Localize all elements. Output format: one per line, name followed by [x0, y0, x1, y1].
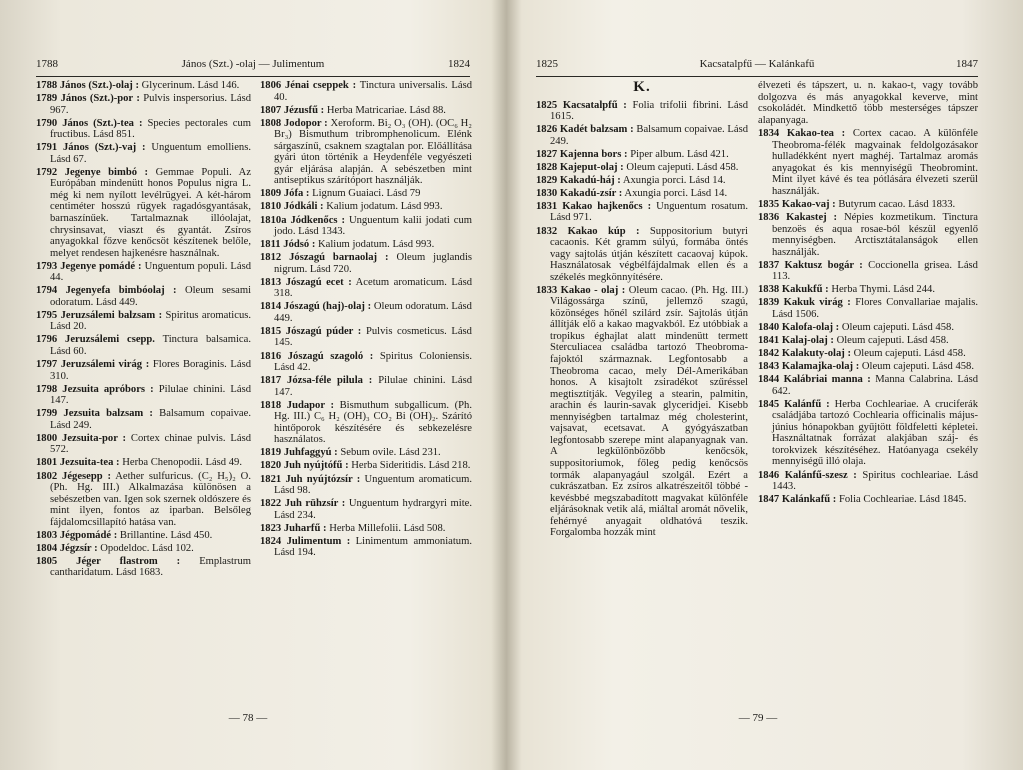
entry-definition: Oleum sesami odoratum. Lásd 449.: [50, 285, 252, 308]
dictionary-entry: [260, 326, 472, 349]
entry-definition: Unguentum rosatum. Lásd 971.: [550, 200, 748, 224]
entry-number: 1792: [36, 166, 58, 178]
entry-number: 1833: [536, 284, 558, 296]
entry-headword: Juh nyújtófű :: [283, 460, 349, 472]
entry-definition: Opodeldoc. Lásd 102.: [100, 542, 194, 554]
entry-headword: Jégesepp :: [62, 470, 111, 482]
entry-headword: Jodopor :: [283, 117, 328, 129]
entry-definition: Oleum cajeputi. Lásd 458.: [836, 334, 949, 346]
entry-number: 1824: [260, 535, 282, 547]
entry-definition: Brillantine. Lásd 450.: [119, 529, 213, 541]
entry-number: 1800: [36, 432, 58, 444]
dictionary-entry: [260, 118, 472, 187]
page-number: — 78 —: [228, 712, 268, 724]
dictionary-entry: [758, 399, 978, 468]
entry-number: 1795: [36, 309, 58, 321]
entry-definition: Aether sulfuricus. (C₂ H₅)₂ O. (Ph. Hg. III.) Alkalmazása különösen a sebészetben van. Igen sok szernek oldószere és mint ilyen, fontos az iparban. Belsőleg fájdalomcsillapító hatása van.: [50, 470, 251, 528]
entry-headword: Jezsuita apróbors :: [62, 383, 154, 395]
entry-number: 1788: [36, 80, 58, 91]
dictionary-entry: [36, 167, 251, 259]
entry-definition: Tinctura balsamica. Lásd 60.: [50, 334, 251, 358]
dictionary-entry: [36, 384, 251, 407]
entry-headword: Kalánfű :: [784, 398, 830, 410]
entry-definition: Butyrum cacao. Lásd 1833.: [838, 198, 956, 210]
entry-definition: Pilulae chinini. Lásd 147.: [50, 383, 251, 407]
dictionary-entry: [260, 80, 472, 103]
header-title: Kacsatalpfű — Kalánkafű: [699, 58, 815, 70]
entry-number: 1804: [36, 542, 58, 554]
entry-headword: Jezsuita balzsam :: [63, 408, 153, 420]
entry-number: 1798: [36, 383, 58, 395]
dictionary-entry: [536, 285, 748, 539]
dictionary-entry: [758, 348, 978, 360]
entry-definition: Sebum ovile. Lásd 231.: [340, 447, 441, 459]
entry-number: 1817: [260, 375, 282, 387]
entry-definition: Herba Cochleariae. A cruciferák családjába tartozó Cochlearia officinalis május-június hónapokban gyűjtött földfeletti képletei. Használtatnak forrázat alakjában száj- és torokvizek készítéséhez. Hatóanyaga csekély mennyiségű illó olaja.: [772, 398, 979, 468]
dictionary-entry: [36, 261, 251, 284]
entry-headword: Jegenyefa bimbóolaj :: [65, 285, 177, 297]
dictionary-entry: [260, 215, 472, 238]
entry-number: 1826: [536, 124, 558, 136]
entry-headword: Jószagú szagoló :: [287, 350, 374, 362]
entry-definition: Herba Chenopodii. Lásd 49.: [122, 457, 242, 469]
entry-number: 1828: [536, 161, 558, 173]
entry-headword: Jószagú púder :: [285, 325, 362, 337]
entry-definition: Spiritus aromaticus. Lásd 20.: [50, 309, 252, 333]
dictionary-entry: [260, 351, 472, 374]
entry-number: 1801: [36, 457, 58, 469]
dictionary-entry: [260, 105, 472, 117]
entry-definition: Spiritus Coloniensis. Lásd 42.: [274, 350, 473, 374]
dictionary-entry: [36, 93, 251, 116]
entry-definition: Cortex chinae pulvis. Lásd 572.: [50, 432, 251, 456]
entry-definition: Oleum juglandis nigrum. Lásd 720.: [274, 252, 473, 275]
entry-headword: Kalamajka-olaj :: [781, 361, 860, 373]
dictionary-entry: [36, 80, 251, 92]
header-rule: [536, 76, 978, 77]
entry-number: 1846: [758, 469, 780, 481]
dictionary-entry: [260, 523, 472, 535]
entry-definition: Spiritus cochleariae. Lásd 1443.: [772, 469, 978, 493]
dictionary-entry: [536, 188, 748, 200]
entry-headword: Jódsó :: [283, 239, 316, 251]
dictionary-entry: [758, 128, 978, 197]
section-letter: K.: [633, 79, 651, 95]
entry-headword: Kadét balzsam :: [559, 124, 634, 136]
dictionary-entry: [758, 374, 978, 397]
entry-definition: Népies kozmetikum. Tinctura benzoës és aqua rosae-ból készül egyenlő mennyiségben. Arctisztátalanságok ellen használják.: [772, 212, 979, 258]
entry-definition: Oleum cajeputi. Lásd 458.: [626, 161, 739, 173]
entry-headword: Jézusfű :: [283, 104, 325, 116]
entry-headword: Kacsatalpfű :: [562, 99, 627, 111]
entry-definition: Balsamum copaivae. Lásd 249.: [550, 124, 749, 147]
dictionary-entry: [536, 175, 748, 187]
entry-headword: Jeruzsálemi balzsam :: [60, 309, 163, 321]
entry-definition: Herba Thymi. Lásd 244.: [831, 284, 935, 296]
entry-headword: Kaktusz bogár :: [784, 259, 863, 271]
dictionary-entry: [36, 543, 251, 555]
entry-definition: Gemmae Populi. Az Európában mindenütt honos Populus nigra L. még ki nem nyílott levélrügyei. A két-három centiméter hosszú rügyek ragadósgyantásak, barnaszínűek. Tartalmaznak illóolajat, chrysinsavat, viaszt és gyantát. Zsíros anyagokkal főzve kenőcsöt készítenek belőle, melyet rendesen hajkenésre használnak.: [50, 166, 252, 259]
entry-definition: Suppositorium butyri cacaonis. Két gramm súlyú, formába öntés vagy sajtolás útján készített cacaovaj kúpok. Használatosak végbélfájdalmak ellen és a székelés megkönnyítésére.: [550, 225, 748, 283]
dictionary-entry: [758, 199, 978, 211]
entry-number: 1823: [260, 522, 282, 534]
page-number: — 79 —: [738, 712, 778, 724]
entry-definition: Glycerinum. Lásd 146.: [141, 80, 240, 91]
dictionary-entry: [758, 212, 978, 258]
entry-definition: Kalium jodatum. Lásd 993.: [318, 239, 435, 251]
entry-number: 1834: [758, 128, 780, 140]
entry-number: 1820: [260, 460, 282, 472]
dictionary-entry: [758, 470, 978, 493]
entry-headword: Jószagú ecet :: [285, 276, 352, 288]
entry-number: 1839: [758, 297, 780, 309]
entry-headword: Juhfaggyú :: [283, 447, 338, 459]
dictionary-entry: [36, 142, 251, 165]
entry-definition: Herba Sideritidis. Lásd 218.: [351, 460, 471, 472]
dictionary-entry: [36, 471, 251, 529]
entries-column-2: [758, 80, 978, 507]
dictionary-entry: [260, 375, 472, 398]
dictionary-entry: [36, 433, 251, 456]
entry-number: 1812: [260, 252, 282, 264]
entry-definition: Unguentum emolliens. Lásd 67.: [50, 142, 251, 165]
entry-headword: Kalakuty-olaj :: [781, 348, 851, 360]
entry-number: 1806: [260, 80, 282, 91]
dictionary-entry: [260, 277, 472, 300]
entry-number: 1821: [260, 473, 282, 485]
entry-number: 1835: [758, 198, 780, 210]
header-title: János (Szt.) -olaj — Julimentum: [181, 58, 325, 70]
entry-definition: Xeroform. Bi₂ O₃ (OH). (OC₆ H₂ Br₃) Bismuthum tribromphenolicum. Elénk sárgaszínű, csaknem szagtalan por. Előállítása gyári úton történik a Heydenféle vegyészeti gyár eljárása alapján. A sebészetben mint antiseptikus szárítóport használják.: [274, 117, 472, 187]
entry-number: 1832: [536, 225, 558, 237]
dictionary-entry: [536, 124, 748, 147]
entry-headword: Kakastej :: [786, 212, 838, 224]
entry-number: 1825: [536, 99, 558, 111]
entry-headword: Kakuk virág :: [783, 297, 851, 309]
entry-headword: Józsa-féle pilula :: [287, 375, 373, 387]
dictionary-entry: [536, 201, 748, 224]
entry-headword: Jezsuita-por :: [62, 432, 127, 444]
entry-number: 1799: [36, 408, 58, 420]
dictionary-entry: [758, 284, 978, 296]
entry-headword: Jófa :: [283, 188, 310, 200]
entry-headword: Kalánfű-szesz :: [784, 469, 857, 481]
entries-column-1: [36, 80, 251, 580]
entry-headword: Kalábriai manna :: [783, 374, 871, 386]
entry-number: 1810a: [260, 214, 287, 226]
entry-headword: Jószagú barnaolaj :: [289, 252, 389, 264]
dictionary-entry: [260, 188, 472, 200]
entry-number: 1842: [758, 348, 780, 360]
dictionary-entry: [758, 297, 978, 320]
entry-headword: Kakadú-zsír :: [559, 187, 623, 199]
dictionary-entry: [36, 310, 251, 333]
entry-number: 1790: [36, 117, 58, 129]
entry-definition: Oleum cajeputi. Lásd 458.: [841, 321, 954, 333]
entry-definition: Bismuthum subgallicum. (Ph. Hg. III.) C₆ H₂ (OH)₃ CO₂ Bi (OH)₂. Szárító hintőporok készítésére és sebkezelésre használatos.: [274, 399, 472, 446]
entry-definition: Folia Cochleariae. Lásd 1845.: [838, 494, 967, 506]
dictionary-entry: [36, 530, 251, 542]
entry-headword: Jegenye pomádé :: [60, 260, 142, 272]
entry-number: 1838: [758, 284, 780, 296]
entry-number: 1836: [758, 212, 780, 224]
entry-definition: Pilulae chinini. Lásd 147.: [274, 375, 472, 398]
entries-column-1: [536, 80, 748, 540]
header-range-end: 1824: [448, 58, 470, 70]
entry-headword: Juh rühzsír :: [284, 498, 346, 510]
entry-number: 1796: [36, 334, 58, 346]
entries-column-2: [260, 80, 472, 560]
entry-definition: Pulvis cosmeticus. Lásd 145.: [274, 325, 472, 349]
entry-number: 1810: [260, 201, 282, 213]
running-header: [536, 58, 978, 74]
dictionary-entry: [36, 408, 251, 431]
entry-headword: Kakao-vaj :: [781, 198, 836, 210]
entry-headword: Jéger flastrom :: [76, 555, 181, 567]
entry-headword: Kakao-tea :: [786, 128, 846, 140]
entry-headword: Kajeput-olaj :: [559, 161, 624, 173]
entry-definition: Oleum cajeputi. Lásd 458.: [853, 348, 966, 360]
entry-number: 1829: [536, 174, 558, 186]
entry-headword: Kalaj-olaj :: [781, 334, 834, 346]
entry-definition: Axungia porci. Lásd 14.: [624, 187, 728, 199]
entry-headword: Kakukfű :: [781, 284, 829, 296]
entry-headword: Kajenna bors :: [559, 148, 628, 160]
entry-definition: Emplastrum cantharidatum. Lásd 1683.: [50, 555, 251, 579]
entry-number: 1807: [260, 104, 282, 116]
entry-number: 1803: [36, 529, 58, 541]
dictionary-entry: [260, 536, 472, 559]
entry-headword: János (Szt.)-tea :: [62, 117, 143, 129]
entry-number: 1840: [758, 321, 780, 333]
dictionary-entry: [758, 335, 978, 347]
entry-number: 1808: [260, 117, 282, 129]
entry-number: 1818: [260, 399, 282, 411]
entry-definition: Piper album. Lásd 421.: [630, 148, 729, 160]
dictionary-entry: [36, 285, 251, 308]
entry-number: 1789: [36, 93, 58, 105]
entry-number: 1811: [260, 239, 281, 251]
dictionary-entry: [536, 162, 748, 174]
entry-number: 1831: [536, 200, 558, 212]
dictionary-entry: [758, 494, 978, 506]
entry-definition: Balsamum copaivae. Lásd 249.: [50, 408, 251, 431]
right-page: [522, 0, 992, 770]
entry-definition: Species pectorales cum fructibus. Lásd 851.: [50, 117, 251, 141]
entry-headword: Jeruzsálemi virág :: [60, 359, 150, 371]
entry-number: 1805: [36, 555, 58, 567]
dictionary-entry: [260, 447, 472, 459]
entry-definition: Unguentum populi. Lásd 44.: [50, 260, 252, 284]
left-page: [22, 0, 484, 770]
entry-number: 1809: [260, 188, 282, 200]
entry-number: 1847: [758, 494, 780, 506]
entry-definition: Flores Convallariae majalis. Lásd 1506.: [772, 297, 979, 320]
entry-number: 1802: [36, 470, 58, 482]
entry-number: 1841: [758, 334, 780, 346]
entry-number: 1793: [36, 260, 58, 272]
header-range-start: 1825: [536, 58, 558, 70]
dictionary-entry: [36, 556, 251, 579]
entry-definition: Lignum Guaiaci. Lásd 79: [312, 188, 421, 200]
dictionary-entry: [260, 201, 472, 213]
entry-number: 1822: [260, 498, 282, 510]
dictionary-entry: [36, 457, 251, 469]
entry-headword: Jeruzsálemi csepp.: [65, 334, 155, 346]
entry-number: 1816: [260, 350, 282, 362]
entry-definition: Unguentum kalii jodati cum jodo. Lásd 1343.: [274, 214, 472, 238]
entry-definition: Cortex cacao. A különféle Theobroma-félék magvainak feldolgozásakor hulladékként nyert maghéj. Tartalmaz aromás anyagokat és kis mennyiségű Theobromint. Mint ilyet kávé és tea pótlására élvezeti szerül használják.: [772, 128, 978, 197]
entry-headword: János (Szt.)-olaj :: [59, 80, 139, 91]
entry-definition: Herba Millefolii. Lásd 508.: [329, 522, 446, 534]
entry-headword: Jószagú (haj)-olaj :: [283, 301, 372, 313]
entry-headword: János (Szt.)-por :: [60, 93, 140, 105]
entry-headword: Jódkenőcs :: [290, 214, 345, 226]
header-range-start: 1788: [36, 58, 58, 70]
entry-headword: Kakao kúp :: [567, 225, 640, 237]
dictionary-entry: [758, 361, 978, 373]
dictionary-entry: [260, 400, 472, 446]
dictionary-entry: [36, 334, 251, 357]
entry-definition: Axungia porci. Lásd 14.: [622, 174, 726, 186]
entry-definition: Kalium jodatum. Lásd 993.: [326, 201, 443, 213]
dictionary-entry: [260, 252, 472, 275]
entry-number: 1827: [536, 148, 558, 160]
entry-number: 1791: [36, 142, 58, 154]
entry-definition: Unguentum hydrargyri mite. Lásd 234.: [274, 498, 473, 521]
entry-definition: Coccionella grisea. Lásd 113.: [772, 259, 978, 283]
entry-headword: Kakao - olaj :: [560, 284, 626, 296]
entry-headword: Jégpomádé :: [59, 529, 118, 541]
dictionary-entry: [758, 322, 978, 334]
entry-definition: Flores Boraginis. Lásd 310.: [50, 359, 252, 382]
dictionary-entry: [36, 118, 251, 141]
entry-definition: Unguentum aromaticum. Lásd 98.: [274, 473, 473, 497]
entry-definition: Oleum odoratum. Lásd 449.: [274, 301, 472, 324]
entry-definition: Manna Calabrina. Lásd 642.: [772, 374, 978, 397]
entry-number: 1843: [758, 361, 780, 373]
dictionary-entry: [536, 149, 748, 161]
entry-headword: János (Szt.)-vaj :: [63, 142, 146, 154]
entry-headword: Jénai cseppek :: [284, 80, 357, 91]
dictionary-entry: [536, 226, 748, 284]
running-header: [36, 58, 470, 74]
entry-number: 1819: [260, 447, 282, 459]
entry-definition: Linimentum ammoniatum. Lásd 194.: [274, 535, 472, 559]
entry-headword: Jégzsír :: [59, 542, 98, 554]
entry-definition: Oleum cacao. (Ph. Hg. III.) Világossárga színű, jellemző szagú, közönséges hőnél szilárd zsír. Sajtolás útján állítják elő a kakao magvakból. Ez utóbbiak a tropikus éghajlat alatt mindenütt termett Sterculiacea családba tartozó Theobroma-fajoktól származnak. Legfontosabb a Theobroma cacao, mely Dél-Amerikában honos. A kisajtolt zsiradékot szűréssel megtisztítják. Vegyileg a stearin, palmitin, arachin és laurin-savak glyceridjei. Kisebb mennyiségben tartalmaz még cholesterint, vajsavat, ecetsavat. A gyógyászatban legfontosabb szerepe mint alapanyagnak van. A legkülönbözőbb kenőcsök, suppositoriumok, főleg pedig kenőcsös tormák alapanyagául szolgál. Ezért a cukrászatban. Ez zsíros alkatrészeitől többé - kevésbbé megszabadított magvakat különféle eljárásoknak vetik alá, miáltal aromát nővelik, fehérnyé anyagait oldhatóvá teszik. Forgalomba hozzák mint: [550, 284, 748, 539]
dictionary-entry: [260, 460, 472, 472]
entry-headword: Julimentum :: [286, 535, 351, 547]
entry-number: 1815: [260, 325, 282, 337]
entry-number: 1845: [758, 398, 780, 410]
dictionary-entry: [260, 301, 472, 324]
entry-number: 1844: [758, 374, 780, 386]
entry-headword: Judapor :: [286, 399, 334, 411]
entry-headword: Juharfű :: [283, 522, 327, 534]
dictionary-entry: [260, 474, 472, 497]
entry-headword: Kalánkafű :: [781, 494, 837, 506]
continued-text: élvezeti és tápszert, u. n. kakao-t, vagy tovább dolgozva és más anyagokkal keverve, mint csokoládét. Mindkettő több mesterséges tápszer alapanyaga.: [758, 80, 978, 126]
entry-headword: Kakadú-háj :: [559, 174, 621, 186]
entry-definition: Tinctura universalis. Lásd 40.: [274, 80, 472, 103]
entry-number: 1794: [36, 285, 58, 297]
entry-definition: Oleum cajeputi. Lásd 458.: [861, 361, 974, 373]
dictionary-entry: [36, 359, 251, 382]
entry-definition: Folia trifolii fibrini. Lásd 1615.: [550, 99, 749, 123]
entry-number: 1830: [536, 187, 558, 199]
entry-headword: Jódkáli :: [283, 201, 324, 213]
dictionary-entry: [260, 239, 472, 251]
entry-number: 1814: [260, 301, 282, 313]
entry-headword: Kakao hajkenőcs :: [562, 200, 652, 212]
entry-definition: Acetum aromaticum. Lásd 318.: [274, 276, 472, 300]
entry-number: 1813: [260, 276, 282, 288]
dictionary-entry: [758, 260, 978, 283]
entry-headword: Kalofa-olaj :: [781, 321, 840, 333]
dictionary-entry: [536, 100, 748, 123]
entry-headword: Jegenye bimbó :: [64, 166, 149, 178]
header-range-end: 1847: [956, 58, 978, 70]
entry-definition: Pulvis inspersorius. Lásd 967.: [50, 93, 252, 116]
entry-number: 1837: [758, 259, 780, 271]
header-rule: [36, 76, 470, 77]
entry-number: 1797: [36, 359, 58, 371]
entry-definition: Herba Matricariae. Lásd 88.: [326, 104, 446, 116]
entry-headword: Juh nyújtózsír :: [285, 473, 361, 485]
dictionary-entry: [260, 498, 472, 521]
entry-headword: Jezsuita-tea :: [59, 457, 120, 469]
